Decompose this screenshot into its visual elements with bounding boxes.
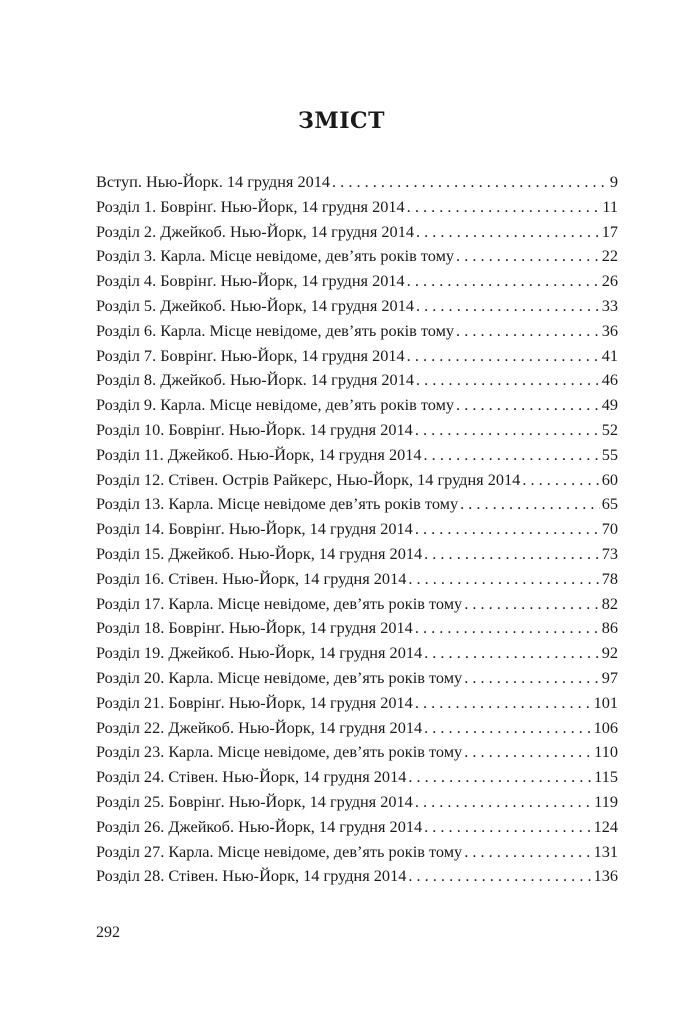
- toc-entry-label: Розділ 3. Карла. Місце невідоме, дев’ять років тому: [96, 246, 455, 266]
- toc-entry-label: Розділ 14. Боврінґ. Нью-Йорк, 14 грудня 2014: [96, 519, 413, 539]
- toc-entry-label: Розділ 6. Карла. Місце невідоме, дев’ять років тому: [96, 320, 455, 340]
- toc-entry: [96, 716, 618, 741]
- toc-entry-label: Вступ. Нью-Йорк. 14 грудня 2014: [96, 172, 331, 191]
- toc-entry-label: Розділ 4. Боврінґ. Нью-Йорк, 14 грудня 2014: [96, 271, 405, 291]
- toc-entry-label: Розділ 22. Джейкоб. Нью-Йорк, 14 грудня 2014: [96, 717, 423, 737]
- toc-entry-page: 86: [601, 618, 618, 638]
- toc-entry-page: 70: [601, 519, 618, 539]
- toc-entry-page: 55: [601, 444, 618, 464]
- dot-leader: [464, 592, 600, 617]
- toc-entry-page: 22: [601, 246, 618, 266]
- toc-entry: [96, 765, 618, 790]
- toc-entry: [96, 220, 618, 245]
- toc-entry-page: 17: [601, 221, 618, 241]
- dot-leader: [415, 418, 600, 443]
- dot-leader: [464, 666, 600, 691]
- dot-leader: [332, 170, 608, 195]
- toc-entry: [96, 616, 618, 641]
- toc-entry-page: 41: [601, 345, 618, 365]
- page-number: 292: [96, 924, 120, 941]
- toc-entry: [96, 319, 618, 344]
- toc-entry-page: 131: [593, 841, 618, 861]
- dot-leader: [464, 840, 591, 865]
- toc-entry: [96, 790, 618, 815]
- toc-entry-label: Розділ 2. Джейкоб. Нью-Йорк, 14 грудня 2014: [96, 221, 414, 241]
- dot-leader: [407, 344, 600, 369]
- toc-entry-label: Розділ 10. Боврінґ. Нью-Йорк. 14 грудня 2014: [96, 419, 413, 439]
- dot-leader: [416, 220, 600, 245]
- dot-leader: [424, 815, 591, 840]
- toc-entry-page: 82: [601, 593, 618, 613]
- toc-entry-label: Розділ 13. Карла. Місце невідоме дев’ять років тому: [96, 494, 459, 514]
- dot-leader: [424, 542, 600, 567]
- dot-leader: [407, 195, 601, 220]
- toc-entry-label: Розділ 24. Стівен. Нью-Йорк, 14 грудня 2014: [96, 767, 407, 787]
- toc-entry: [96, 368, 618, 393]
- toc-entry-page: 110: [594, 742, 618, 762]
- toc-entry-page: 101: [593, 692, 618, 712]
- dot-leader: [415, 790, 592, 815]
- toc-entry-page: 115: [594, 767, 618, 787]
- dot-leader: [424, 641, 600, 666]
- toc-entry-page: 97: [601, 667, 618, 687]
- dot-leader: [460, 492, 600, 517]
- dot-leader: [456, 244, 600, 269]
- toc-entry-page: 33: [601, 295, 618, 315]
- dot-leader: [522, 468, 599, 493]
- toc-entry-page: 36: [601, 320, 618, 340]
- toc-entry: [96, 567, 618, 592]
- toc-entry-label: Розділ 5. Джейкоб. Нью-Йорк, 14 грудня 2014: [96, 295, 414, 315]
- toc-entry-page: 52: [601, 419, 618, 439]
- dot-leader: [424, 716, 591, 741]
- toc-entry-label: Розділ 16. Стівен. Нью-Йорк, 14 грудня 2014: [96, 568, 407, 588]
- toc-entry-label: Розділ 26. Джейкоб. Нью-Йорк, 14 грудня 2014: [96, 816, 423, 836]
- toc-entry-label: Розділ 9. Карла. Місце невідоме, дев’ять років тому: [96, 395, 455, 415]
- toc-entry: [96, 269, 618, 294]
- toc-entry-label: Розділ 23. Карла. Місце невідоме, дев’ять років тому: [96, 742, 463, 762]
- toc-entry-page: 106: [593, 717, 618, 737]
- dot-leader: [408, 765, 592, 790]
- toc-entry: [96, 195, 618, 220]
- dot-leader: [408, 864, 591, 889]
- toc-entry-label: Розділ 7. Боврінґ. Нью-Йорк, 14 грудня 2014: [96, 345, 405, 365]
- toc-entry-label: Розділ 27. Карла. Місце невідоме, дев’ять років тому: [96, 841, 463, 861]
- dot-leader: [415, 616, 600, 641]
- toc-entry-label: Розділ 21. Боврінґ. Нью-Йорк, 14 грудня 2014: [96, 692, 413, 712]
- toc-entry-page: 124: [593, 816, 618, 836]
- toc-entry-page: 73: [601, 543, 618, 563]
- toc-entry: [96, 468, 618, 493]
- toc-entry: [96, 592, 618, 617]
- toc-entry-label: Розділ 28. Стівен. Нью-Йорк, 14 грудня 2014: [96, 866, 407, 886]
- toc-entry-label: Розділ 25. Боврінґ. Нью-Йорк, 14 грудня 2014: [96, 791, 413, 811]
- toc-entry-page: 65: [601, 494, 618, 514]
- table-of-contents: [96, 170, 618, 889]
- toc-entry: [96, 517, 618, 542]
- dot-leader: [416, 294, 600, 319]
- toc-entry-page: 46: [601, 370, 618, 390]
- toc-entry: [96, 344, 618, 369]
- toc-entry-page: 60: [601, 469, 618, 489]
- dot-leader: [456, 319, 600, 344]
- toc-entry: [96, 740, 618, 765]
- toc-entry-label: Розділ 20. Карла. Місце невідоме, дев’ять років тому: [96, 667, 463, 687]
- toc-entry: [96, 641, 618, 666]
- toc-entry-page: 119: [594, 791, 618, 811]
- toc-entry: [96, 492, 618, 517]
- dot-leader: [424, 443, 600, 468]
- toc-entry-page: 11: [602, 196, 618, 216]
- toc-entry: [96, 691, 618, 716]
- toc-entry-page: 78: [601, 568, 618, 588]
- toc-entry: [96, 170, 618, 195]
- toc-entry: [96, 864, 618, 889]
- toc-entry: [96, 393, 618, 418]
- toc-entry: [96, 294, 618, 319]
- toc-entry-page: 9: [609, 172, 618, 191]
- toc-entry: [96, 840, 618, 865]
- dot-leader: [415, 691, 592, 716]
- toc-entry-page: 49: [601, 395, 618, 415]
- toc-entry-page: 136: [593, 866, 618, 886]
- dot-leader: [415, 517, 600, 542]
- toc-entry: [96, 443, 618, 468]
- toc-entry: [96, 542, 618, 567]
- toc-entry-label: Розділ 18. Боврінґ. Нью-Йорк, 14 грудня 2014: [96, 618, 413, 638]
- toc-entry-label: Розділ 1. Боврінґ. Нью-Йорк, 14 грудня 2014: [96, 196, 405, 216]
- dot-leader: [408, 567, 599, 592]
- dot-leader: [416, 368, 600, 393]
- dot-leader: [456, 393, 600, 418]
- toc-entry-label: Розділ 11. Джейкоб. Нью-Йорк, 14 грудня 2014: [96, 444, 422, 464]
- page-title: ЗМІСТ: [298, 108, 385, 134]
- toc-entry-label: Розділ 19. Джейкоб. Нью-Йорк, 14 грудня 2014: [96, 643, 423, 663]
- dot-leader: [407, 269, 600, 294]
- toc-entry: [96, 815, 618, 840]
- toc-entry: [96, 666, 618, 691]
- toc-entry-label: Розділ 12. Стівен. Острів Райкерс, Нью-Йорк, 14 грудня 2014: [96, 469, 521, 489]
- toc-entry: [96, 418, 618, 443]
- dot-leader: [464, 740, 592, 765]
- toc-entry-label: Розділ 15. Джейкоб. Нью-Йорк, 14 грудня 2014: [96, 543, 423, 563]
- toc-entry-page: 26: [601, 271, 618, 291]
- toc-entry: [96, 244, 618, 269]
- toc-entry-label: Розділ 8. Джейкоб. Нью-Йорк. 14 грудня 2014: [96, 370, 414, 390]
- toc-entry-label: Розділ 17. Карла. Місце невідоме, дев’ять років тому: [96, 593, 463, 613]
- toc-entry-page: 92: [601, 643, 618, 663]
